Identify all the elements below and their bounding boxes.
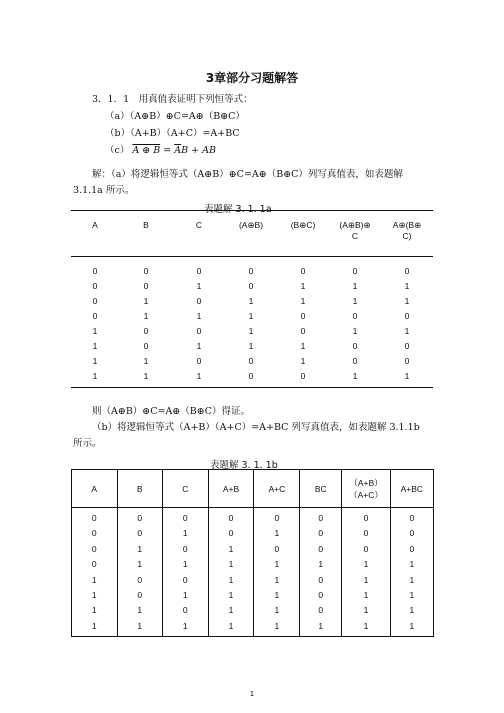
table-cell: 0 [404,310,410,321]
table-cell-value: 0 [91,528,97,539]
table-cell: 1 [92,355,98,366]
table-cell: 0 [92,265,98,276]
table-cell-value: 1 [363,559,369,570]
table-cell: 1 [248,295,254,306]
table-cell-value: 1 [137,543,143,554]
table-cell: 0 [196,265,202,276]
truth-table-a [71,210,433,388]
table-cell: 1 [143,310,149,321]
table-cell-value: 1 [91,590,97,601]
table-a-header: B [119,211,173,257]
table-cell-value: 0 [318,543,324,554]
table-cell-value: 1 [363,605,369,616]
table-cell: 1 [300,355,306,366]
table-cell-value: 0 [91,513,97,523]
table-cell: 0 [92,280,98,291]
table-column-cell [390,508,433,637]
table-cell: 0 [300,310,306,321]
table-cell-value: 1 [137,620,143,631]
table-cell-value: 1 [409,590,415,601]
table-cell-value: 0 [182,605,188,616]
table-b-header: （A+B） （A+C） [342,470,390,508]
identity-a: （a）（A⊕B）⊕C=A⊕（B⊕C） [105,111,245,122]
table-cell-value: 1 [182,590,188,601]
table-cell-value: 0 [318,513,324,523]
table-cell-value: 1 [182,559,188,570]
table-cell-value: 1 [182,528,188,539]
table-cell: 0 [277,368,329,388]
table-cell: 0 [404,265,410,276]
table-cell-value: 1 [274,620,280,631]
table-cell: 0 [92,310,98,321]
table-cell-value: 0 [409,543,415,554]
table-row [71,323,433,338]
table-cell: 0 [143,340,149,351]
table-cell: 0 [92,295,98,306]
table-row [71,368,433,388]
table-cell: 1 [173,368,225,388]
table-cell-value: 1 [409,574,415,585]
table-row [71,257,433,279]
table-a-header: A [71,211,119,257]
table-row [72,508,434,637]
table-cell: 1 [381,368,433,388]
table-cell: 0 [352,355,358,366]
table-cell-value: 0 [318,528,324,539]
table-cell: 0 [225,368,277,388]
table-cell-value: 1 [363,620,369,631]
table-cell-value: 0 [182,513,188,523]
table-cell: 0 [404,355,410,366]
table-cell-value: 0 [182,574,188,585]
table-cell: 1 [352,325,358,336]
table-cell-value: 1 [91,605,97,616]
table-column-cell [254,508,300,637]
table-cell: 1 [300,340,306,351]
table-cell-value: 1 [409,559,415,570]
table-cell: 1 [92,325,98,336]
table-cell-value: 0 [318,605,324,616]
table-b-header: C [163,470,209,508]
table-cell-value: 1 [228,620,234,631]
table-cell: 0 [352,265,358,276]
identity-c [105,144,216,157]
solution-a-intro-1: 解：（a）将逻辑恒等式（A⊕B）⊕C=A⊕（B⊕C）列写真值表，如表题解 [92,169,403,180]
table-cell-value: 1 [137,605,143,616]
table-cell: 0 [143,265,149,276]
table-cell-value: 1 [274,590,280,601]
table-cell: 0 [300,325,306,336]
table-cell: 1 [248,340,254,351]
identity-c-plus: + AB [188,145,216,156]
table-cell: 0 [248,355,254,366]
table-cell-value: 0 [228,528,234,539]
table-cell: 0 [143,280,149,291]
table-cell-value: 0 [409,513,415,523]
identity-c-term1-rest: B [181,145,189,156]
chapter-title: 3章部分习题解答 [205,71,299,85]
table-cell-value: 1 [318,559,324,570]
table-cell: 0 [196,355,202,366]
table-a-header: (A⊕B)⊕ C [329,211,381,257]
identity-b: （b）（A+B）（A+C）=A+BC [105,128,240,139]
table-cell-value: 1 [182,620,188,631]
table-cell: 1 [196,340,202,351]
table-cell-value: 0 [409,528,415,539]
table-cell: 0 [300,265,306,276]
table-cell: 0 [352,310,358,321]
truth-table-b [71,469,434,637]
table-cell-value: 0 [274,513,280,523]
table-cell: 1 [404,325,410,336]
table-cell-value: 1 [228,559,234,570]
table-row [71,308,433,323]
identity-c-prefix: （c） [105,145,130,156]
table-a-header: (B⊕C) [277,211,329,257]
table-cell: 1 [71,368,119,388]
table-cell-value: 0 [318,574,324,585]
table-cell-value: 0 [91,543,97,554]
table-a-caption: 表题解 3. 1. 1a [204,204,272,215]
table-column-cell [342,508,390,637]
table-cell-value: 0 [274,543,280,554]
identity-c-eq: = [163,145,175,156]
table-cell: 0 [143,325,149,336]
identity-c-lhs: A ⊕ B [132,145,161,156]
table-cell: 1 [352,295,358,306]
table-column-cell [72,508,118,637]
table-row [71,293,433,308]
table-cell: 1 [143,295,149,306]
table-cell-value: 1 [409,620,415,631]
table-cell-value: 0 [228,513,234,523]
table-a-body [71,257,433,388]
table-cell-value: 0 [363,528,369,539]
table-cell: 1 [300,295,306,306]
table-a-header: (A⊕B) [225,211,277,257]
table-cell-value: 1 [228,543,234,554]
table-cell: 1 [352,280,358,291]
table-cell-value: 1 [274,528,280,539]
table-b-caption: 表题解 3. 1. 1b [210,460,278,471]
table-cell-value: 1 [409,605,415,616]
problem-heading: 3．1．1 用真值表证明下列恒等式： [92,94,253,105]
table-b-header: A+C [254,470,300,508]
table-cell: 1 [119,368,173,388]
table-cell-value: 0 [137,513,143,523]
table-cell-value: 0 [363,543,369,554]
table-cell: 1 [404,295,410,306]
table-cell: 0 [404,340,410,351]
table-cell: 0 [248,280,254,291]
table-b-header: A+B [208,470,254,508]
table-row [71,338,433,353]
identity-c-term1: $\overline{A}$ [174,145,182,156]
table-cell: 0 [248,265,254,276]
table-cell-value: 1 [274,559,280,570]
table-cell-value: 1 [228,574,234,585]
table-b-header: B [117,470,163,508]
solution-b-intro-2: 所示。 [73,438,102,449]
table-cell-value: 1 [274,574,280,585]
table-cell: 1 [196,310,202,321]
table-row [71,353,433,368]
table-cell: 1 [329,368,381,388]
table-cell: 1 [300,280,306,291]
table-cell-value: 0 [137,590,143,601]
table-cell-value: 1 [318,620,324,631]
table-cell-value: 1 [228,590,234,601]
table-cell: 1 [404,280,410,291]
table-a-header: C [173,211,225,257]
table-cell: 0 [352,340,358,351]
table-cell: 1 [196,280,202,291]
table-cell-value: 0 [318,590,324,601]
table-cell: 1 [92,340,98,351]
table-cell-value: 0 [363,513,369,523]
table-cell-value: 0 [137,574,143,585]
table-a-header: A⊕(B⊕ C) [381,211,433,257]
table-cell-value: 0 [137,528,143,539]
table-cell: 1 [143,355,149,366]
page-number: 1 [249,690,255,698]
table-cell-value: 1 [91,574,97,585]
table-cell: 0 [196,325,202,336]
table-b-header: BC [300,470,342,508]
table-cell: 1 [248,325,254,336]
solution-b-intro-1: （b）将逻辑恒等式（A+B）（A+C）=A+BC 列写真值表，如表题解 3.1.1b [92,422,420,433]
table-column-cell [117,508,163,637]
table-cell: 1 [248,310,254,321]
table-row [71,278,433,293]
table-b-header: A [72,470,118,508]
table-column-cell [208,508,254,637]
table-cell-value: 0 [182,543,188,554]
table-column-cell [300,508,342,637]
table-cell: 0 [196,295,202,306]
table-cell-value: 1 [91,620,97,631]
table-cell-value: 1 [228,605,234,616]
solution-a-intro-2: 3.1.1a 所示。 [73,185,135,196]
table-cell-value: 1 [363,590,369,601]
table-column-cell [163,508,209,637]
solution-a-conclusion: 则（A⊕B）⊕C=A⊕（B⊕C）得证。 [92,406,251,417]
table-cell-value: 1 [363,574,369,585]
table-cell-value: 1 [274,605,280,616]
table-b-header: A+BC [390,470,433,508]
table-cell-value: 1 [137,559,143,570]
table-cell-value: 0 [91,559,97,570]
